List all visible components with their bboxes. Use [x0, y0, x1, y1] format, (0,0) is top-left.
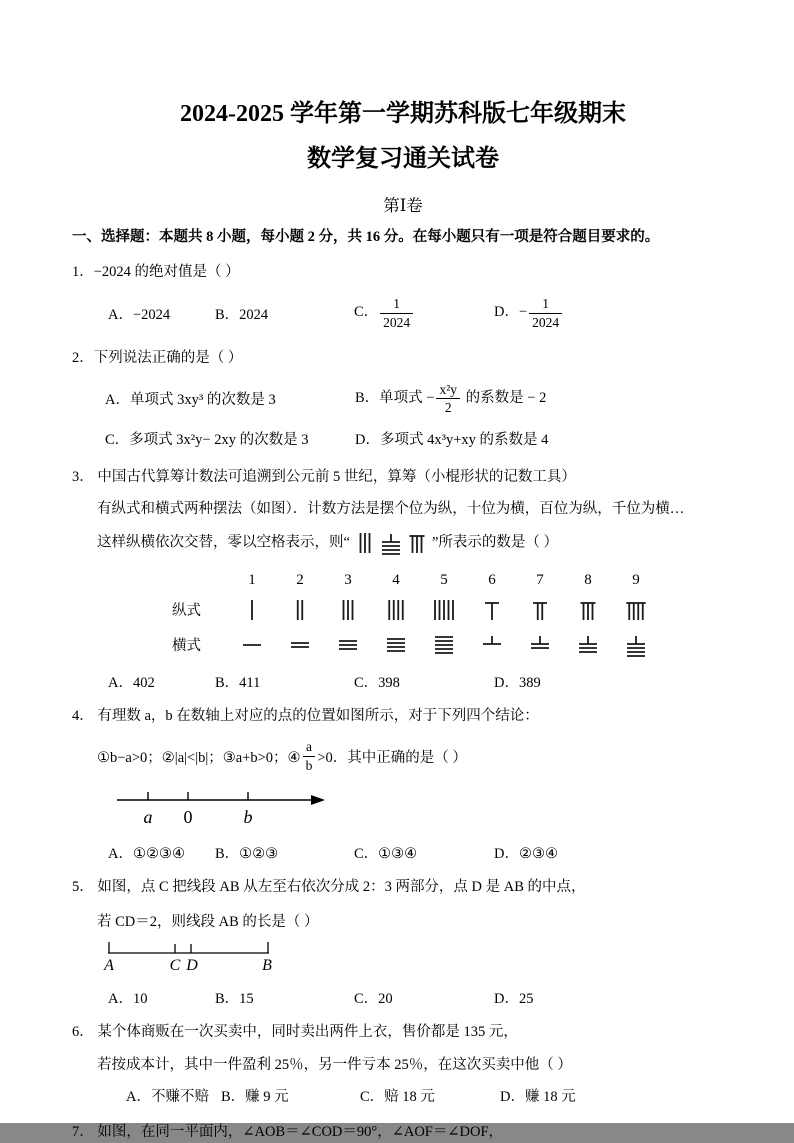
question-2-options-row2: [105, 422, 734, 455]
counting-rod-glyph: [383, 632, 409, 658]
option-a: A．10: [108, 991, 148, 1007]
segment-label-A: A: [104, 957, 114, 974]
counting-rod-glyph: [479, 597, 505, 623]
rod-table-horizontal-row: [172, 627, 734, 662]
question-3-stem-line1: 3． 中国古代算筹计数法可追溯到公元前 5 世纪，算筹（小棍形状的记数工具）: [72, 469, 576, 485]
vertical-rod-glyphs: [228, 597, 660, 623]
option-d: D．25: [494, 991, 534, 1007]
question-4: [72, 705, 734, 863]
question-2: [72, 347, 734, 455]
option-b: B．15: [215, 991, 254, 1007]
horizontal-rod-7: [516, 632, 564, 658]
option-b: [355, 382, 546, 415]
stem-line3-pre: 这样纵横依次交替，零以空格表示，则“: [97, 534, 350, 551]
segment-svg: [103, 937, 283, 975]
option-b: B．2024: [215, 306, 269, 323]
horizontal-rod-6: [468, 632, 516, 658]
fraction-numerator: a: [303, 739, 316, 756]
question-3-stem-line2: 有纵式和横式两种摆法（如图）．计数方法是摆个位为纵，十位为横，百位为纵，千位为横…: [97, 501, 685, 517]
rod-table: [172, 568, 734, 662]
rod-digit-header: 6: [488, 571, 496, 588]
counting-rod-glyph: [479, 632, 505, 658]
counting-rod-glyph: [623, 597, 649, 623]
horizontal-rod-5: [420, 632, 468, 658]
question-7: [72, 1121, 734, 1143]
counting-rod-glyph: [352, 530, 378, 556]
rod-digit-header: 3: [344, 571, 352, 588]
segment-label-B: B: [262, 957, 272, 974]
counting-rod-glyph: [335, 632, 361, 658]
counting-rod-glyph: [383, 597, 409, 623]
vertical-row-label: 纵式: [172, 603, 201, 619]
paper-title-line2: 数学复习通关试卷: [307, 146, 499, 172]
option-c: C．398: [354, 675, 400, 691]
axis-label-zero: 0: [183, 807, 193, 827]
option-d: D．389: [494, 675, 541, 691]
option-d: D．赚 18 元: [500, 1089, 576, 1105]
volume-heading: 第Ⅰ卷: [383, 196, 423, 215]
option-a: A．−2024: [108, 306, 171, 323]
counting-rod-glyph: [431, 597, 457, 623]
counting-rod-glyph: [575, 597, 601, 623]
option-d-label: D．−: [494, 304, 528, 321]
option-b-pre: B．单项式 −: [355, 389, 435, 406]
rod-table-header-row: [172, 568, 734, 592]
question-2-stem: 2．下列说法正确的是（ ）: [72, 350, 243, 366]
question-3-stem-line3: [97, 530, 734, 556]
option-a: A．402: [108, 675, 155, 691]
vertical-rod-9: [612, 597, 660, 623]
question-5-options: [108, 987, 734, 1008]
question-4-stem: 4． 有理数 a，b 在数轴上对应的点的位置如图所示，对于下列四个结论：: [72, 708, 539, 724]
counting-rod-glyph: [378, 530, 404, 556]
fraction-numerator: 1: [529, 296, 562, 313]
question-6-stem-line1: 6． 某个体商贩在一次买卖中，同时卖出两件上衣，售价都是 135 元，: [72, 1024, 518, 1040]
fraction: [303, 739, 316, 772]
fraction-denominator: 2: [444, 400, 452, 415]
rod-digit-header: 8: [584, 571, 592, 588]
axis-label-b: b: [243, 807, 253, 827]
horizontal-rod-2: [276, 632, 324, 658]
section-heading: 一、选择题：本题共 8 小题，每小题 2 分，共 16 分。在每小题只有一项是符合题目要求的。: [72, 229, 660, 245]
fraction-numerator: 1: [380, 296, 413, 313]
counting-rod-glyph: [431, 632, 457, 658]
option-b-post: 的系数是 − 2: [462, 389, 547, 406]
rod-digit-header: 2: [296, 571, 304, 588]
counting-rod-glyph: [287, 597, 313, 623]
vertical-rod-2: [276, 597, 324, 623]
rod-digit-headers: [228, 572, 660, 589]
rod-digit-header: 5: [440, 571, 448, 588]
option-d: D．②③④: [494, 846, 558, 862]
question-5-stem-line1: 5． 如图，点 C 把线段 AB 从左至右依次分成 2：3 两部分，点 D 是 AB 的中点，: [72, 879, 586, 895]
number-line-svg: [115, 784, 331, 830]
question-6: [72, 1021, 734, 1106]
fraction-denominator: b: [305, 757, 313, 773]
vertical-rod-7: [516, 597, 564, 623]
option-c: [354, 296, 494, 329]
counting-rod-glyph: [623, 632, 649, 658]
horizontal-row-label: 横式: [172, 638, 201, 654]
vertical-rod-4: [372, 597, 420, 623]
counting-rod-glyph: [335, 597, 361, 623]
horizontal-rod-8: [564, 632, 612, 658]
horizontal-rod-glyphs: [228, 632, 660, 658]
question-7-stem: 7． 如图，在同一平面内，∠AOB＝∠COD＝90°，∠AOF＝∠DOF，: [72, 1124, 504, 1140]
counting-rod-glyph: [239, 597, 265, 623]
vertical-rod-1: [228, 597, 276, 623]
paper-title-line1: 2024-2025 学年第一学期苏科版七年级期末: [180, 101, 626, 127]
option-b: B．赚 9 元: [221, 1089, 289, 1105]
question-3-options: [108, 671, 734, 692]
question-1: [72, 261, 734, 334]
option-d: [494, 296, 734, 329]
option-d: D．多项式 4x³y+xy 的系数是 4: [355, 432, 549, 448]
rod-table-vertical-row: [172, 592, 734, 627]
horizontal-rod-1: [228, 632, 276, 658]
vertical-rod-5: [420, 597, 468, 623]
question-1-stem: 1．−2024 的绝对值是（ ）: [72, 264, 240, 280]
question-3: [72, 466, 734, 692]
option-c-label: C．: [354, 304, 379, 321]
segment-label-C: C: [169, 957, 181, 974]
question-5-stem-line2: 若 CD＝2，则线段 AB 的长是（ ）: [97, 914, 319, 930]
option-c: C．20: [354, 991, 393, 1007]
rod-digit-header: 9: [632, 571, 640, 588]
counting-rod-glyph: [404, 530, 430, 556]
question-6-options: [108, 1085, 734, 1106]
fraction-numerator: x²y: [436, 382, 460, 399]
axis-label-a: a: [143, 807, 153, 827]
option-c: C．多项式 3x²y− 2xy 的次数是 3: [105, 432, 309, 448]
question-4-conditions: [97, 736, 734, 776]
fraction: [380, 296, 413, 329]
counting-rod-glyph: [287, 632, 313, 658]
rod-digit-header: 1: [248, 571, 256, 588]
fraction-denominator: 2024: [383, 314, 411, 330]
question-1-options: [108, 292, 734, 334]
vertical-rod-8: [564, 597, 612, 623]
horizontal-rod-3: [324, 632, 372, 658]
rod-digit-header: 4: [392, 571, 400, 588]
question-4-options: [108, 842, 734, 863]
option-b: B．①②③: [215, 846, 279, 862]
counting-rod-glyph: [575, 632, 601, 658]
option-c: C．赔 18 元: [360, 1089, 435, 1105]
option-a: A．单项式 3xy³ 的次数是 3: [105, 392, 276, 408]
segment-label-D: D: [186, 957, 198, 974]
option-a: A．①②③④: [108, 846, 185, 862]
counting-rod-glyph: [239, 632, 265, 658]
question-6-stem-line2: 若按成本计，其中一件盈利 25％，另一件亏本 25％，在这次买卖中他（ ）: [97, 1057, 572, 1073]
option-a: A．不赚不赔: [126, 1089, 209, 1105]
fraction-denominator: 2024: [532, 314, 560, 330]
arrowhead: [311, 795, 325, 805]
conditions-post: >0．其中正确的是（ ）: [317, 749, 467, 766]
question-2-options-row1: [105, 375, 734, 422]
vertical-rod-6: [468, 597, 516, 623]
inline-rod-numeral: [352, 530, 430, 556]
counting-rod-glyph: [527, 597, 553, 623]
conditions-pre: ①b−a>0；②|a|<|b|；③a+b>0；④: [97, 749, 301, 766]
fraction: [529, 296, 562, 329]
fraction: [436, 382, 460, 415]
option-c: C．①③④: [354, 846, 418, 862]
option-b: B．411: [215, 675, 261, 691]
vertical-rod-3: [324, 597, 372, 623]
horizontal-rod-9: [612, 632, 660, 658]
counting-rod-glyph: [527, 632, 553, 658]
stem-line3-post: ”所表示的数是（ ）: [431, 534, 558, 551]
number-line-diagram: [115, 784, 734, 835]
horizontal-rod-4: [372, 632, 420, 658]
question-5: [72, 876, 734, 1008]
rod-digit-header: 7: [536, 571, 544, 588]
segment-diagram: [103, 937, 734, 980]
